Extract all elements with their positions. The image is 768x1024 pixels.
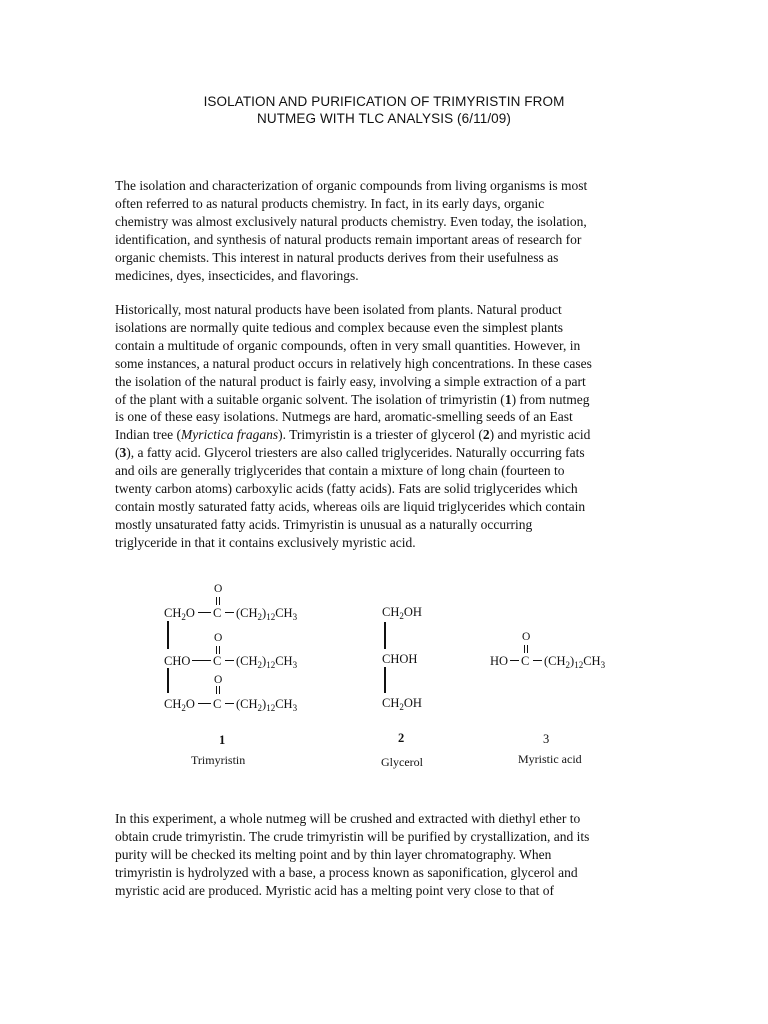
compound-number-3: 3 [543,732,550,746]
myristoyl-chain [544,654,605,668]
double-bond-line [216,597,217,605]
hydroxyl-group: HO [490,654,509,668]
double-bond-line [216,686,217,694]
glycerol-middle: CHOH [382,652,418,666]
text-line: Historically, most natural products have been isolated from plants. Natural product [115,302,562,317]
title-line-1: ISOLATION AND PURIFICATION OF TRIMYRISTIN FROM [203,94,565,109]
compound-name-glycerol: Glycerol [381,755,423,769]
compound-ref-1: 1 [504,391,512,407]
text-run: of the plant with a suitable organic solvent. The isolation of trimyristin ( [115,391,505,407]
carbonyl-oxygen: O [522,631,531,643]
compound-ref-3: 3 [119,445,127,461]
glycerol-top [382,605,422,619]
text-line: some instances, a natural product occurs in relatively high concentrations. In these cases [115,355,592,371]
document-title [0,93,768,127]
myristoyl-chain [236,606,297,620]
single-bond [198,612,211,613]
subscript: 12 [266,660,276,670]
compound-ref-2: 2 [482,427,490,443]
subscript: 2 [399,611,404,621]
myristoyl-chain [236,654,297,668]
atom-label: OH [403,605,422,619]
double-bond-line [216,646,217,654]
carbonyl-carbon: C [213,697,222,711]
paragraph-intro [115,177,655,284]
atom-label: OH [403,696,422,710]
single-bond [198,703,211,704]
myristoyl-chain [236,697,297,711]
text-run: ) and myristic acid [489,427,591,443]
text-line: contain a multitude of organic compounds, often in very small quantities. However, in [115,337,581,353]
text-run: ) from nutmeg [511,391,590,407]
text-line: identification, and synthesis of natural products remain important areas of research for [115,231,582,247]
double-bond-line [219,686,220,694]
atom-label: O [185,606,195,620]
text-line: the isolation of the natural product is fairly easy, involving a simple extraction of a part [115,373,586,389]
text-line: obtain crude trimyristin. The crude trimyristin will be purified by crystallization, and its [115,828,590,844]
vertical-bond [167,621,169,649]
subscript: 2 [399,702,404,712]
chain-part: CH [583,654,601,668]
trimyristin-row-1-left [164,606,195,620]
subscript: 2 [257,660,263,670]
carbonyl-carbon: C [213,606,222,620]
subscript: 2 [181,612,186,622]
text-line: isolations are normally quite tedious and complex because even the simplest plants [115,319,564,335]
double-bond-line [219,597,220,605]
text-line: myristic acid are produced. Myristic acid has a melting point very close to that of [115,882,554,898]
chain-part: (CH [236,606,258,620]
compound-number-2: 2 [398,731,405,745]
carbonyl-carbon: C [213,654,222,668]
subscript: 12 [266,612,276,622]
carbonyl-oxygen: O [214,583,223,595]
text-line: is one of these easy isolations. Nutmegs are hard, aromatic-smelling seeds of an East [115,409,573,425]
subscript: 12 [574,660,584,670]
text-line: often referred to as natural products chemistry. In fact, in its early days, organic [115,195,545,211]
text-line: medicines, dyes, insecticides, and flavorings. [115,267,359,283]
paragraph-experiment [115,810,655,900]
atom-label: CH [164,606,182,620]
single-bond [533,660,542,661]
text-line: purity will be checked its melting point and by thin layer chromatography. When [115,846,552,862]
subscript: 3 [292,612,298,622]
single-bond [225,660,234,661]
subscript: 2 [181,703,186,713]
double-bond-line [527,645,528,653]
chain-part: (CH [544,654,566,668]
text-line: twenty carbon atoms) carboxylic acids (fatty acids). Fats are solid triglycerides which [115,481,578,497]
text-line: In this experiment, a whole nutmeg will be crushed and extracted with diethyl ether to [115,811,581,826]
chain-part: ) [262,654,267,668]
species-name: Myrictica fragans [180,427,279,443]
text-line [115,444,655,462]
compound-name-trimyristin: Trimyristin [191,753,246,767]
chain-part: CH [275,654,293,668]
subscript: 3 [292,703,298,713]
subscript: 3 [600,660,606,670]
subscript: 2 [257,703,263,713]
single-bond [510,660,519,661]
single-bond [225,703,234,704]
text-run: ), a fatty acid. Glycerol triesters are also called triglycerides. Naturally occurring fats [126,445,585,461]
text-run: ). Trimyristin is a triester of glycerol ( [278,427,483,443]
text-line: and oils are generally triglycerides that contain a mixture of long chain (fourteen to [115,463,565,479]
text-run: Indian tree ( [115,427,181,443]
chain-part: (CH [236,654,258,668]
atom-label: CH [382,696,400,710]
vertical-bond [384,622,386,649]
carbonyl-oxygen: O [214,674,223,686]
compound-name-myristic-acid: Myristic acid [518,752,582,766]
chain-part: ) [262,697,267,711]
glycerol-bottom [382,696,422,710]
paragraph-history [115,301,655,552]
single-bond [225,612,234,613]
subscript: 3 [292,660,298,670]
text-line: contain mostly saturated fatty acids, whereas oils are liquid triglycerides which contain [115,498,586,514]
text-line: mostly unsaturated fatty acids. Trimyristin is unusual as a naturally occurring [115,516,533,532]
text-run: ( [115,445,120,461]
chain-part: ) [570,654,575,668]
subscript: 2 [565,660,571,670]
subscript: 12 [266,703,276,713]
carbonyl-carbon: C [521,654,530,668]
single-bond [192,660,211,661]
chain-part: CH [275,697,293,711]
carbonyl-oxygen: O [214,632,223,644]
chain-part: ) [262,606,267,620]
text-line: chemistry was almost exclusively natural products chemistry. Even today, the isolation, [115,213,587,229]
double-bond-line [524,645,525,653]
title-line-2: NUTMEG WITH TLC ANALYSIS (6/11/09) [257,111,511,126]
text-line [115,426,655,444]
subscript: 2 [257,612,263,622]
chain-part: (CH [236,697,258,711]
trimyristin-row-2-left: CHO [164,654,191,668]
atom-label: O [185,697,195,711]
text-line: organic chemists. This interest in natural products derives from their usefulness as [115,249,559,265]
text-line: The isolation and characterization of organic compounds from living organisms is most [115,178,588,193]
chain-part: CH [275,606,293,620]
double-bond-line [219,646,220,654]
vertical-bond [384,667,386,693]
text-line [115,391,655,409]
compound-number-1: 1 [219,733,226,747]
text-line: triglyceride in that it contains exclusively myristic acid. [115,534,416,550]
atom-label: CH [164,697,182,711]
atom-label: CH [382,605,400,619]
text-line: trimyristin is hydrolyzed with a base, a process known as saponification, glycerol and [115,864,578,880]
vertical-bond [167,668,169,693]
trimyristin-row-3-left [164,697,195,711]
